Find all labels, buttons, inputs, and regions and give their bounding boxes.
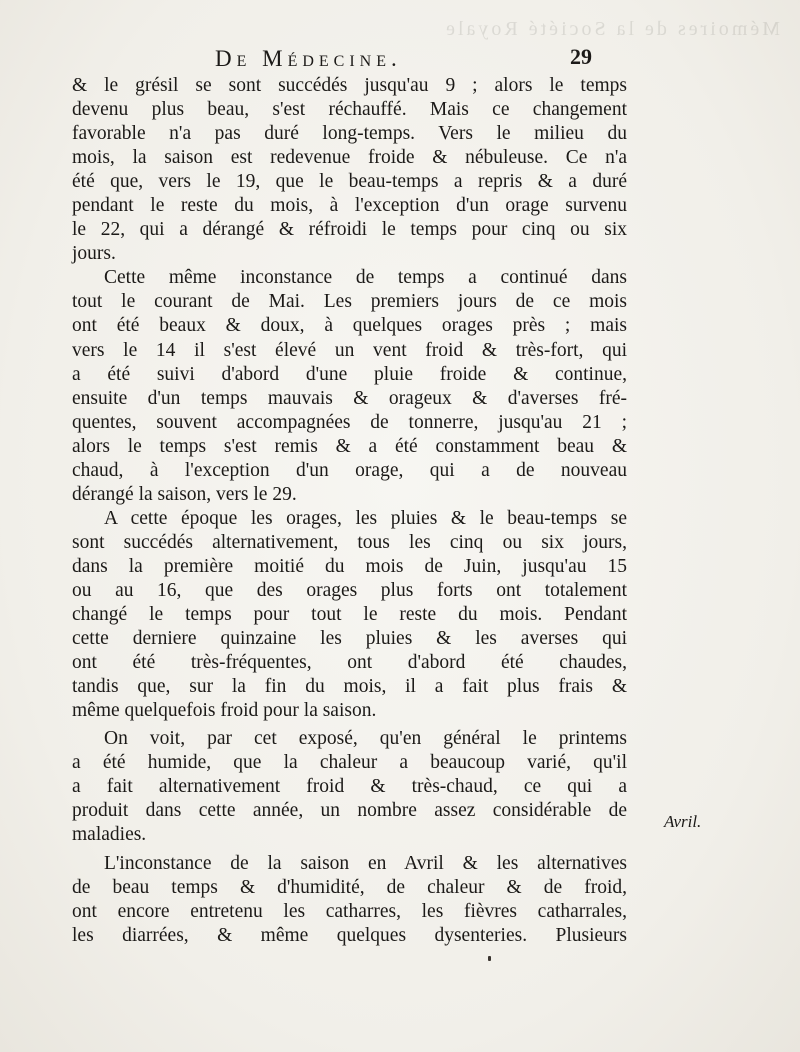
text-line: mois, la saison est redevenue froide & nébuleuse. Ce n'a [72, 147, 627, 169]
text-line: cette derniere quinzaine les pluies & les averses qui [72, 628, 627, 650]
text-line: les diarrées, & même quelques dysenteries. Plusieurs [72, 924, 627, 946]
text-line: chaud, à l'exception d'un orage, qui a de nouveau [72, 459, 627, 481]
text-line: a été suivi d'abord d'une pluie froide & continue, [72, 363, 627, 385]
text-line: quentes, souvent accompagnées de tonnerre, jusqu'au 21 ; [72, 411, 627, 433]
text-line: pendant le reste du mois, à l'exception d'un orage survenu [72, 195, 627, 217]
text-line: tout le courant de Mai. Les premiers jours de ce mois [72, 291, 627, 313]
text-line: L'inconstance de la saison en Avril & les alternatives [104, 852, 627, 874]
text-line: A cette époque les orages, les pluies & le beau-temps se [104, 507, 627, 529]
text-line: dans la première moitié du mois de Juin, jusqu'au 15 [72, 555, 627, 577]
text-line: ont encore entretenu les catharres, les fièvres catharrales, [72, 900, 627, 922]
text-line: le 22, qui a dérangé & réfroidi le temps pour cinq ou six [72, 219, 627, 241]
text-line: produit dans cette année, un nombre assez considérable de [72, 800, 627, 822]
ink-speck [488, 956, 491, 961]
running-head: De Médecine. [215, 46, 402, 71]
text-line: & le grésil se sont succédés jusqu'au 9 ; alors le temps [72, 75, 627, 96]
text-line: ensuite d'un temps mauvais & orageux & d'averses fré- [72, 387, 627, 409]
text-line: ont été beaux & doux, à quelques orages près ; mais [72, 315, 627, 337]
text-line: sont succédés alternativement, tous les cinq ou six jours, [72, 531, 627, 553]
text-line: tandis que, sur la fin du mois, il a fait plus frais & [72, 676, 627, 698]
text-line: dérangé la saison, vers le 29. [72, 483, 297, 505]
text-line: même quelquefois froid pour la saison. [72, 700, 377, 722]
text-line: devenu plus beau, s'est réchauffé. Mais ce changement [72, 99, 627, 121]
text-line: vers le 14 il s'est élevé un vent froid & très-fort, qui [72, 339, 627, 361]
text-line: a fait alternativement froid & très-chaud, ce qui a [72, 776, 627, 798]
text-line: Cette même inconstance de temps a continué dans [104, 267, 627, 289]
text-line: On voit, par cet exposé, qu'en général le printems [104, 728, 627, 750]
text-line: favorable n'a pas duré long-temps. Vers le milieu du [72, 123, 627, 145]
margin-note: Avril. [664, 812, 702, 831]
text-line: maladies. [72, 824, 147, 846]
text-line: ont été très-fréquentes, ont d'abord été chaudes, [72, 652, 627, 674]
text-line: alors le temps s'est remis & a été constamment beau & [72, 435, 627, 457]
text-line: de beau temps & d'humidité, de chaleur & de froid, [72, 876, 627, 898]
text-line: ou au 16, que des orages plus forts ont totalement [72, 579, 627, 601]
page-number: 29 [570, 44, 592, 69]
text-line: jours. [72, 243, 116, 265]
text-line: été que, vers le 19, que le beau-temps a repris & a duré [72, 171, 627, 193]
body-text [72, 74, 627, 948]
bleed-through-text: Mémoires de la Société Royale [443, 18, 780, 40]
text-line: changé le temps pour tout le reste du mois. Pendant [72, 604, 627, 626]
text-line: a été humide, que la chaleur a beaucoup varié, qu'il [72, 752, 627, 774]
